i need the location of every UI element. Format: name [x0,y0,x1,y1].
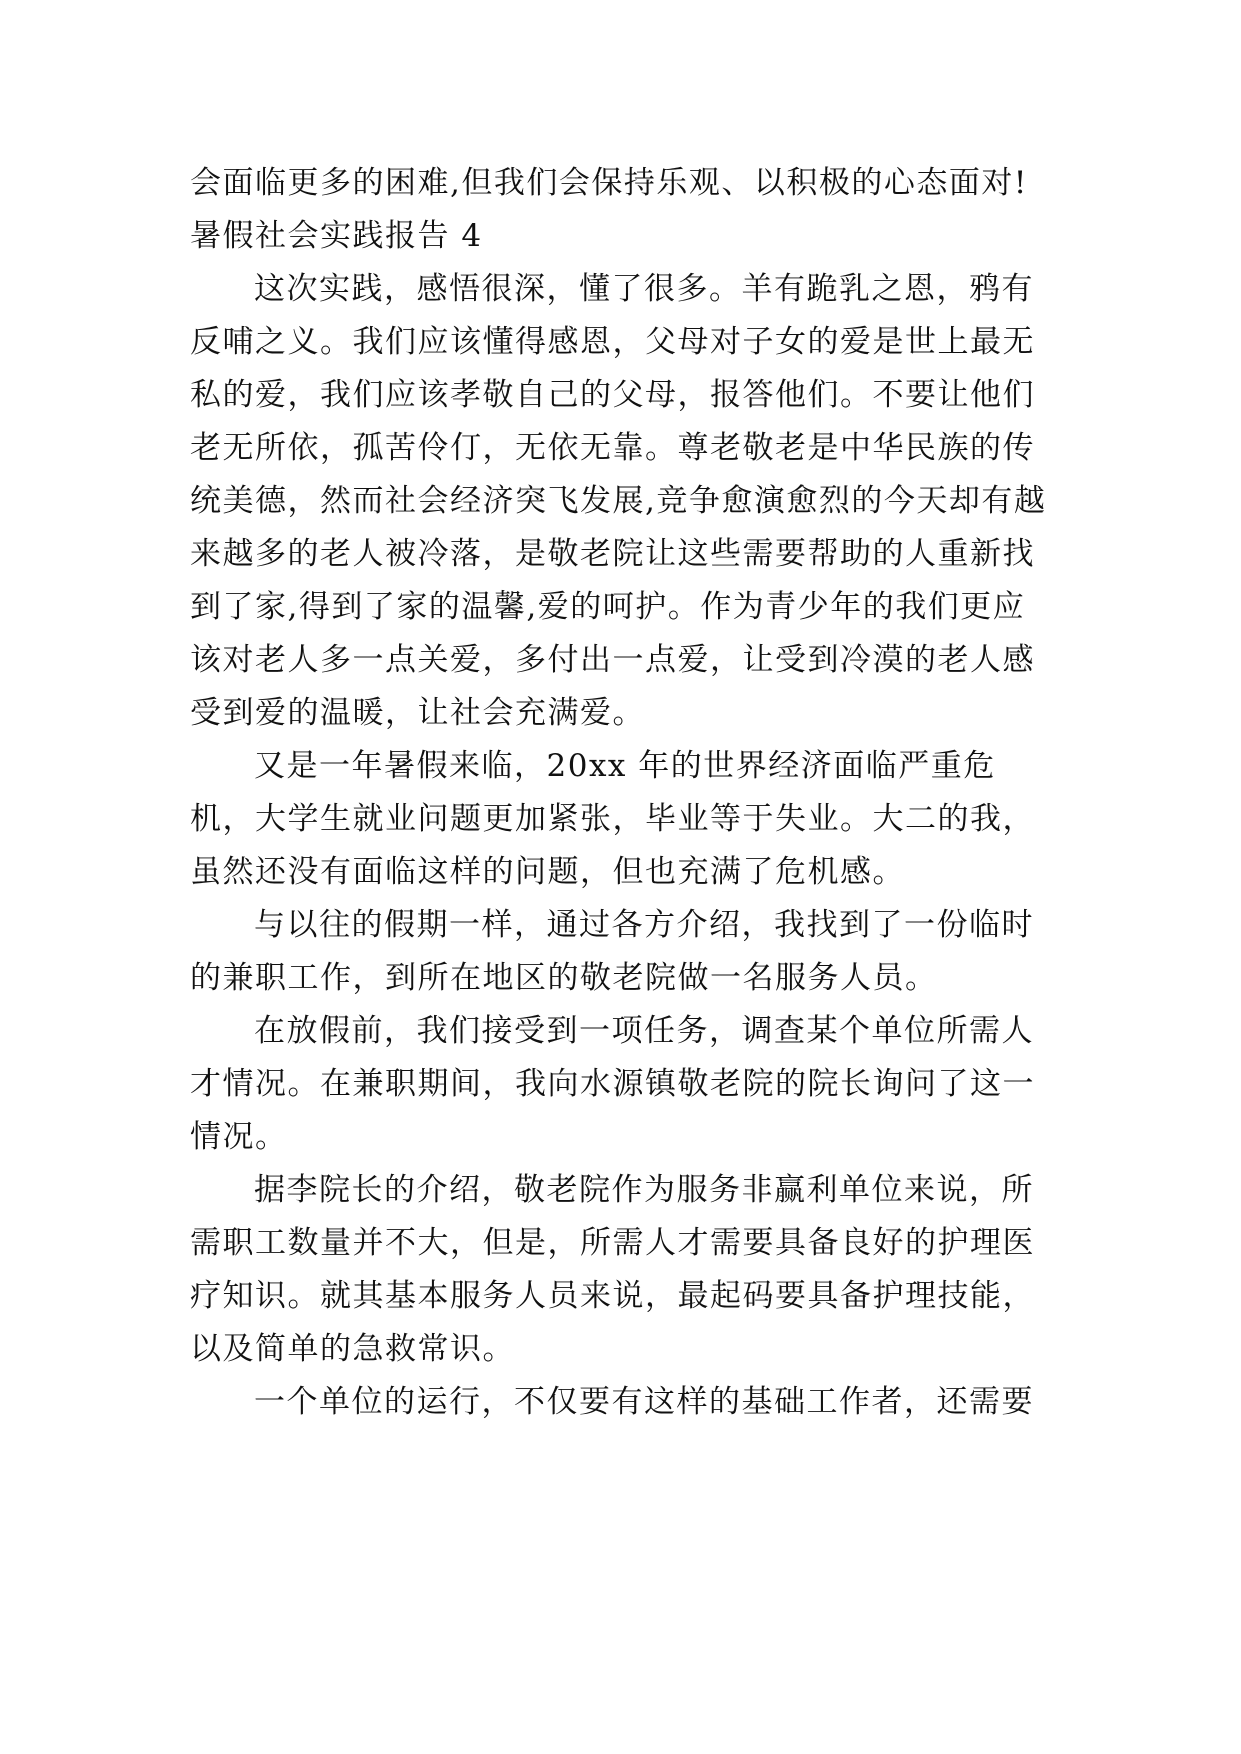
paragraph-1: 这次实践，感悟很深，懂了很多。羊有跪乳之恩，鸦有反哺之义。我们应该懂得感恩，父母对子女的爱是世上最无私的爱，我们应该孝敬自己的父母，报答他们。不要让他们老无所依，孤苦伶仃，无依无靠。尊老敬老是中华民族的传统美德，然而社会经济突飞发展,竞争愈演愈烈的今天却有越来越多的老人被冷落，是敬老院让这些需要帮助的人重新找到了家,得到了家的温馨,爱的呵护。作为青少年的我们更应该对老人多一点关爱，多付出一点爱，让受到冷漠的老人感受到爱的温暖，让社会充满爱。 [190,271,1047,731]
paragraph-4: 在放假前，我们接受到一项任务，调查某个单位所需人才情况。在兼职期间，我向水源镇敬老院的院长询问了这一情况。 [190,1013,1035,1155]
text-line-continuation: 会面临更多的困难,但我们会保持乐观、以积极的心态面对! [190,165,1028,201]
paragraph-3: 与以往的假期一样，通过各方介绍，我找到了一份临时的兼职工作，到所在地区的敬老院做一名服务人员。 [190,907,1034,996]
paragraph-5: 据李院长的介绍，敬老院作为服务非赢利单位来说，所需职工数量并不大，但是，所需人才需要具备良好的护理医疗知识。就其基本服务人员来说，最起码要具备护理技能，以及简单的急救常识。 [190,1172,1035,1367]
paragraph-2: 又是一年暑假来临，20xx 年的世界经济面临严重危机，大学生就业问题更加紧张，毕业等于失业。大二的我，虽然还没有面临这样的问题，但也充满了危机感。 [190,748,1035,890]
paragraph-6: 一个单位的运行，不仅要有这样的基础工作者，还需要 [254,1384,1034,1420]
document-body [190,157,1050,1429]
section-heading: 暑假社会实践报告 4 [190,218,483,254]
